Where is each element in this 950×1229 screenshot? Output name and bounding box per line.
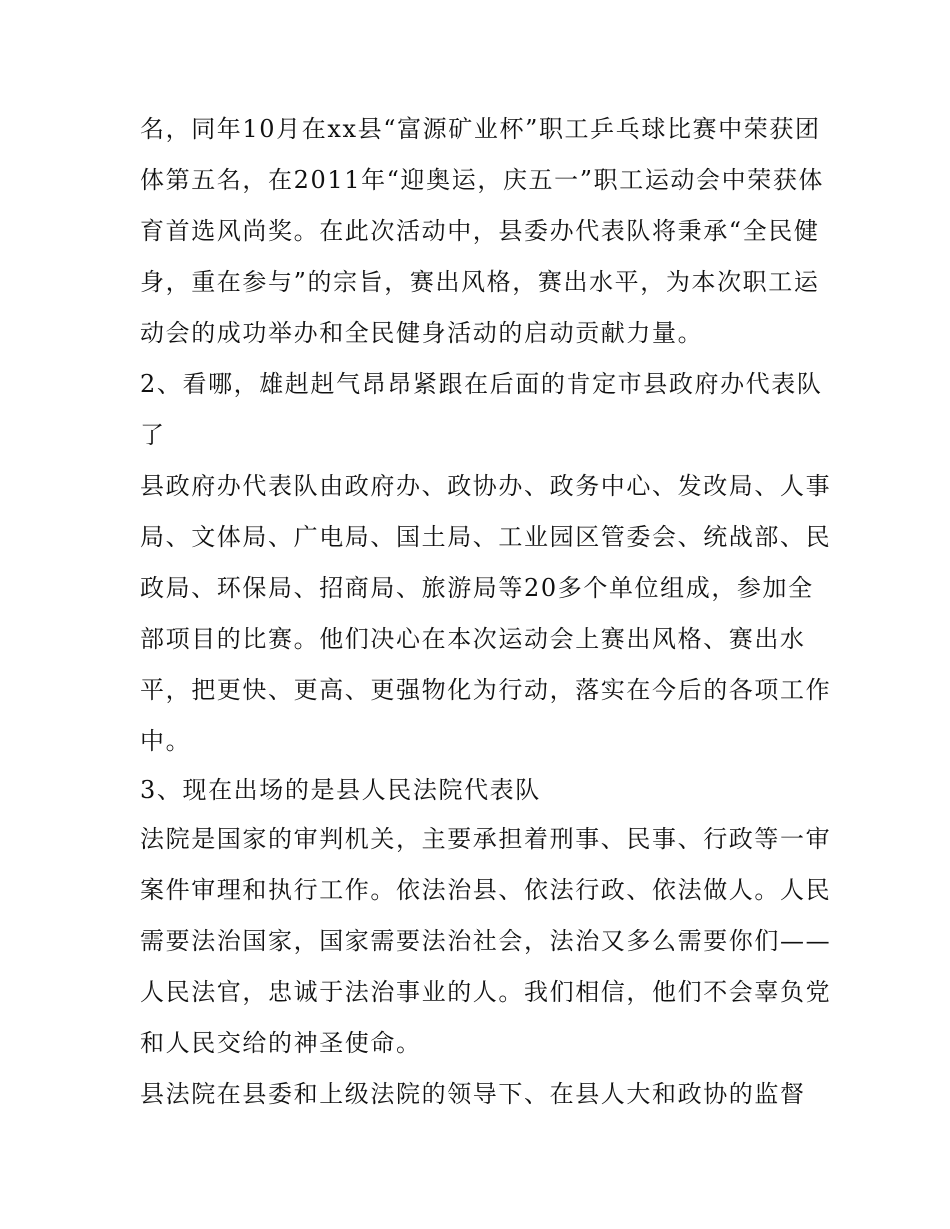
text-line: 局、文体局、广电局、国土局、工业园区管委会、统战部、民	[140, 523, 832, 551]
section-heading-2	[140, 359, 823, 461]
text-line: 需要法治国家，国家需要法治社会，法治又多么需要你们——	[140, 927, 832, 955]
text-line: 育首选风尚奖。在此次活动中，县委办代表队将秉承“全民健	[140, 217, 820, 245]
heading-line: 2、看哪，雄赳赳气昂昂紧跟在后面的肯定市县政府办代表队	[140, 370, 823, 398]
paragraph-intro-continuation	[140, 104, 825, 359]
text-line: 身，重在参与”的宗旨，赛出风格，赛出水平，为本次职工运	[140, 268, 820, 296]
document-body	[140, 104, 832, 1120]
text-line: 平，把更快、更高、更强物化为行动，落实在今后的各项工作	[140, 676, 832, 704]
text-line: 体第五名，在2011年“迎奥运，庆五一”职工运动会中荣获体	[140, 166, 825, 194]
text-line: 法院是国家的审判机关，主要承担着刑事、民事、行政等一审	[140, 825, 832, 853]
paragraph-court-intro	[140, 814, 832, 1069]
paragraph-county-government-team	[140, 461, 832, 767]
text-line: 部项目的比赛。他们决心在本次运动会上赛出风格、赛出水	[140, 625, 806, 653]
heading-line: 3、现在出场的是县人民法院代表队	[140, 776, 541, 804]
section-heading-3	[140, 767, 820, 814]
text-line: 名，同年10月在xx县“富源矿业杯”职工乒乓球比赛中荣获团	[140, 115, 821, 143]
text-line: 中。	[140, 727, 192, 755]
text-line: 政局、环保局、招商局、旅游局等20多个单位组成，参加全	[140, 574, 814, 602]
text-line: 人民法官，忠诚于法治事业的人。我们相信，他们不会辜负党	[140, 978, 832, 1006]
text-line: 案件审理和执行工作。依法治县、依法行政、依法做人。人民	[140, 876, 832, 904]
text-line: 动会的成功举办和全民健身活动的启动贡献力量。	[140, 319, 704, 347]
text-line: 县政府办代表队由政府办、政协办、政务中心、发改局、人事	[140, 472, 832, 500]
paragraph-court-leadership	[140, 1069, 820, 1120]
heading-line: 了	[140, 421, 166, 449]
text-line: 县法院在县委和上级法院的领导下、在县人大和政协的监督	[140, 1080, 806, 1108]
text-line: 和人民交给的神圣使命。	[140, 1029, 422, 1057]
